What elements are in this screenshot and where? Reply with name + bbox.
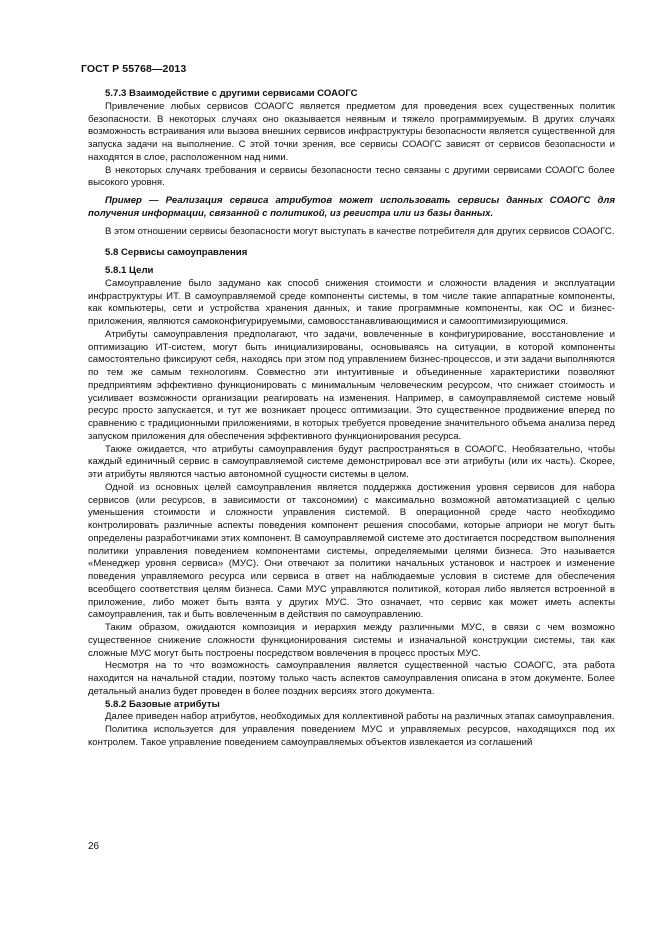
section-heading-5-8: 5.8 Сервисы самоуправления (105, 247, 248, 259)
section-heading-5-8-1: 5.8.1 Цели (105, 265, 154, 277)
paragraph: Также ожидается, что атрибуты самоуправления будут распространяться в СОАОГС. Необязательно, чтобы каждый единичный сервис в самоуправляемой системе демонстрировал все эти атрибуты (или их часть). Скорее, эти атрибуты являются частью автономной сущности системы в целом. (88, 443, 615, 481)
document-body (88, 88, 615, 750)
paragraph: Таким образом, ожидаются композиция и иерархия между различными МУС, в связи с чем возможно существенное снижение сложности функционирования системы и изначальной конструкции системы, так как сложные МУС могут быть построены посредством вовлечения в процесс простых МУС. (88, 622, 615, 659)
paragraph: В этом отношении сервисы безопасности могут выступать в качестве потребителя для других сервисов СОАОГС. (105, 225, 615, 237)
example-note: Пример — Реализация сервиса атрибутов может использовать сервисы данных СОАОГС для получения информации, связанной с политикой, из регистра или из базы данных. (88, 195, 615, 219)
paragraph: Самоуправление было задумано как способ снижения стоимости и сложности владения и эксплуатации инфраструктуры ИТ. В самоуправляемой среде компоненты системы, в том числе такие аппаратные компоненты, как компьютеры, сети и устройства хранения данных, и такие программные компоненты, как ОС и бизнес-приложения, являются самоконфигурируемыми, самовосстанавливающимися и самооптимизирующимися. (88, 277, 615, 328)
section-heading-5-8-2: 5.8.2 Базовые атрибуты (105, 698, 220, 710)
paragraph: Атрибуты самоуправления предполагают, что задачи, вовлеченные в конфигурирование, восстановление и оптимизацию ИТ-систем, могут быть инициализированы, основываясь на ситуации, в которой компоненты самостоятельно фиксируют себя, находясь при этом под управлением бизнес-процессов, и эти задачи выполняются по тем же самым технологиям. Совместно эти интуитивные и объединенные характеристики позволяют предприятиям эффективно функционировать с минимальным человеческим ресурсом, что снижает стоимость и усиливает возможности организации реагировать на изменения. Например, в самоуправляемой системе новый ресурс просто запускается, и тут же возникает процесс оптимизации. Это существенное продвижение вперед по сравнению с традиционными приложениями, в которых требуется проведение значительного объема анализа перед запуском приложения для обеспечения эффективного функционирования ресурса. (88, 328, 615, 442)
paragraph: Привлечение любых сервисов СОАОГС является предметом для проведения всех существенных политик безопасности. В некоторых случаях оно оказывается неявным и тяжело программируемым. В других случаях возможность встраивания или вызова внешних сервисов инфраструктуры безопасности является существенной для запуска задачи на выполнение. С этой точки зрения, все сервисы СОАОГС зависят от сервисов безопасности и находятся в слое, расположенном над ними. (88, 100, 615, 163)
document-id-header: ГОСТ Р 55768—2013 (81, 63, 187, 75)
paragraph: Несмотря на то что возможность самоуправления является существенной частью СОАОГС, эта работа находится на начальной стадии, поэтому только часть аспектов самоуправления описана в этом документе. Более детальный анализ будет проведен в более поздних версиях этого документа. (88, 660, 615, 697)
paragraph: Далее приведен набор атрибутов, необходимых для коллективной работы на различных этапах самоуправления. (105, 711, 615, 723)
paragraph: Одной из основных целей самоуправления является поддержка достижения уровня сервисов для набора сервисов (или ресурсов, в зависимости от таксономии) с максимально возможной автоматизацией с целью уменьшения стоимости и сложности управления системой. В операционной среде часто необходимо контролировать различные аспекты поведения компонент решения способами, которые априори не могут быть определены разработчиками этих компонент. В самоуправляемой системе это достигается посредством выполнения политики управления поведением компонентами системы, определяемыми целями бизнеса. Это называется «Менеджер уровня сервиса» (МУС). Они отвечают за политики начальных установок и настроек и изменение поведения управляемого ресурса или сервиса в ответ на наблюдаемые условия в системе для обеспечения всеобщего соответствия целям бизнеса. Сами МУС управляются политикой, которая либо является встроенной в приложение, либо может быть взята у других МУС. Это означает, что сервис как может иметь аспекты самоуправления, так и быть вовлеченным в действия по самоуправлению. (88, 481, 615, 621)
page-number: 26 (88, 841, 100, 852)
paragraph: Политика используется для управления поведением МУС и управляемых ресурсов, находящихся под их контролем. Такое управление поведением самоуправляемых объектов извлекается из соглашений (88, 724, 615, 748)
paragraph: В некоторых случаях требования и сервисы безопасности тесно связаны с другими сервисами СОАОГС более высокого уровня. (88, 164, 615, 189)
section-heading-5-7-3: 5.7.3 Взаимодействие с другими сервисами СОАОГС (105, 88, 358, 99)
